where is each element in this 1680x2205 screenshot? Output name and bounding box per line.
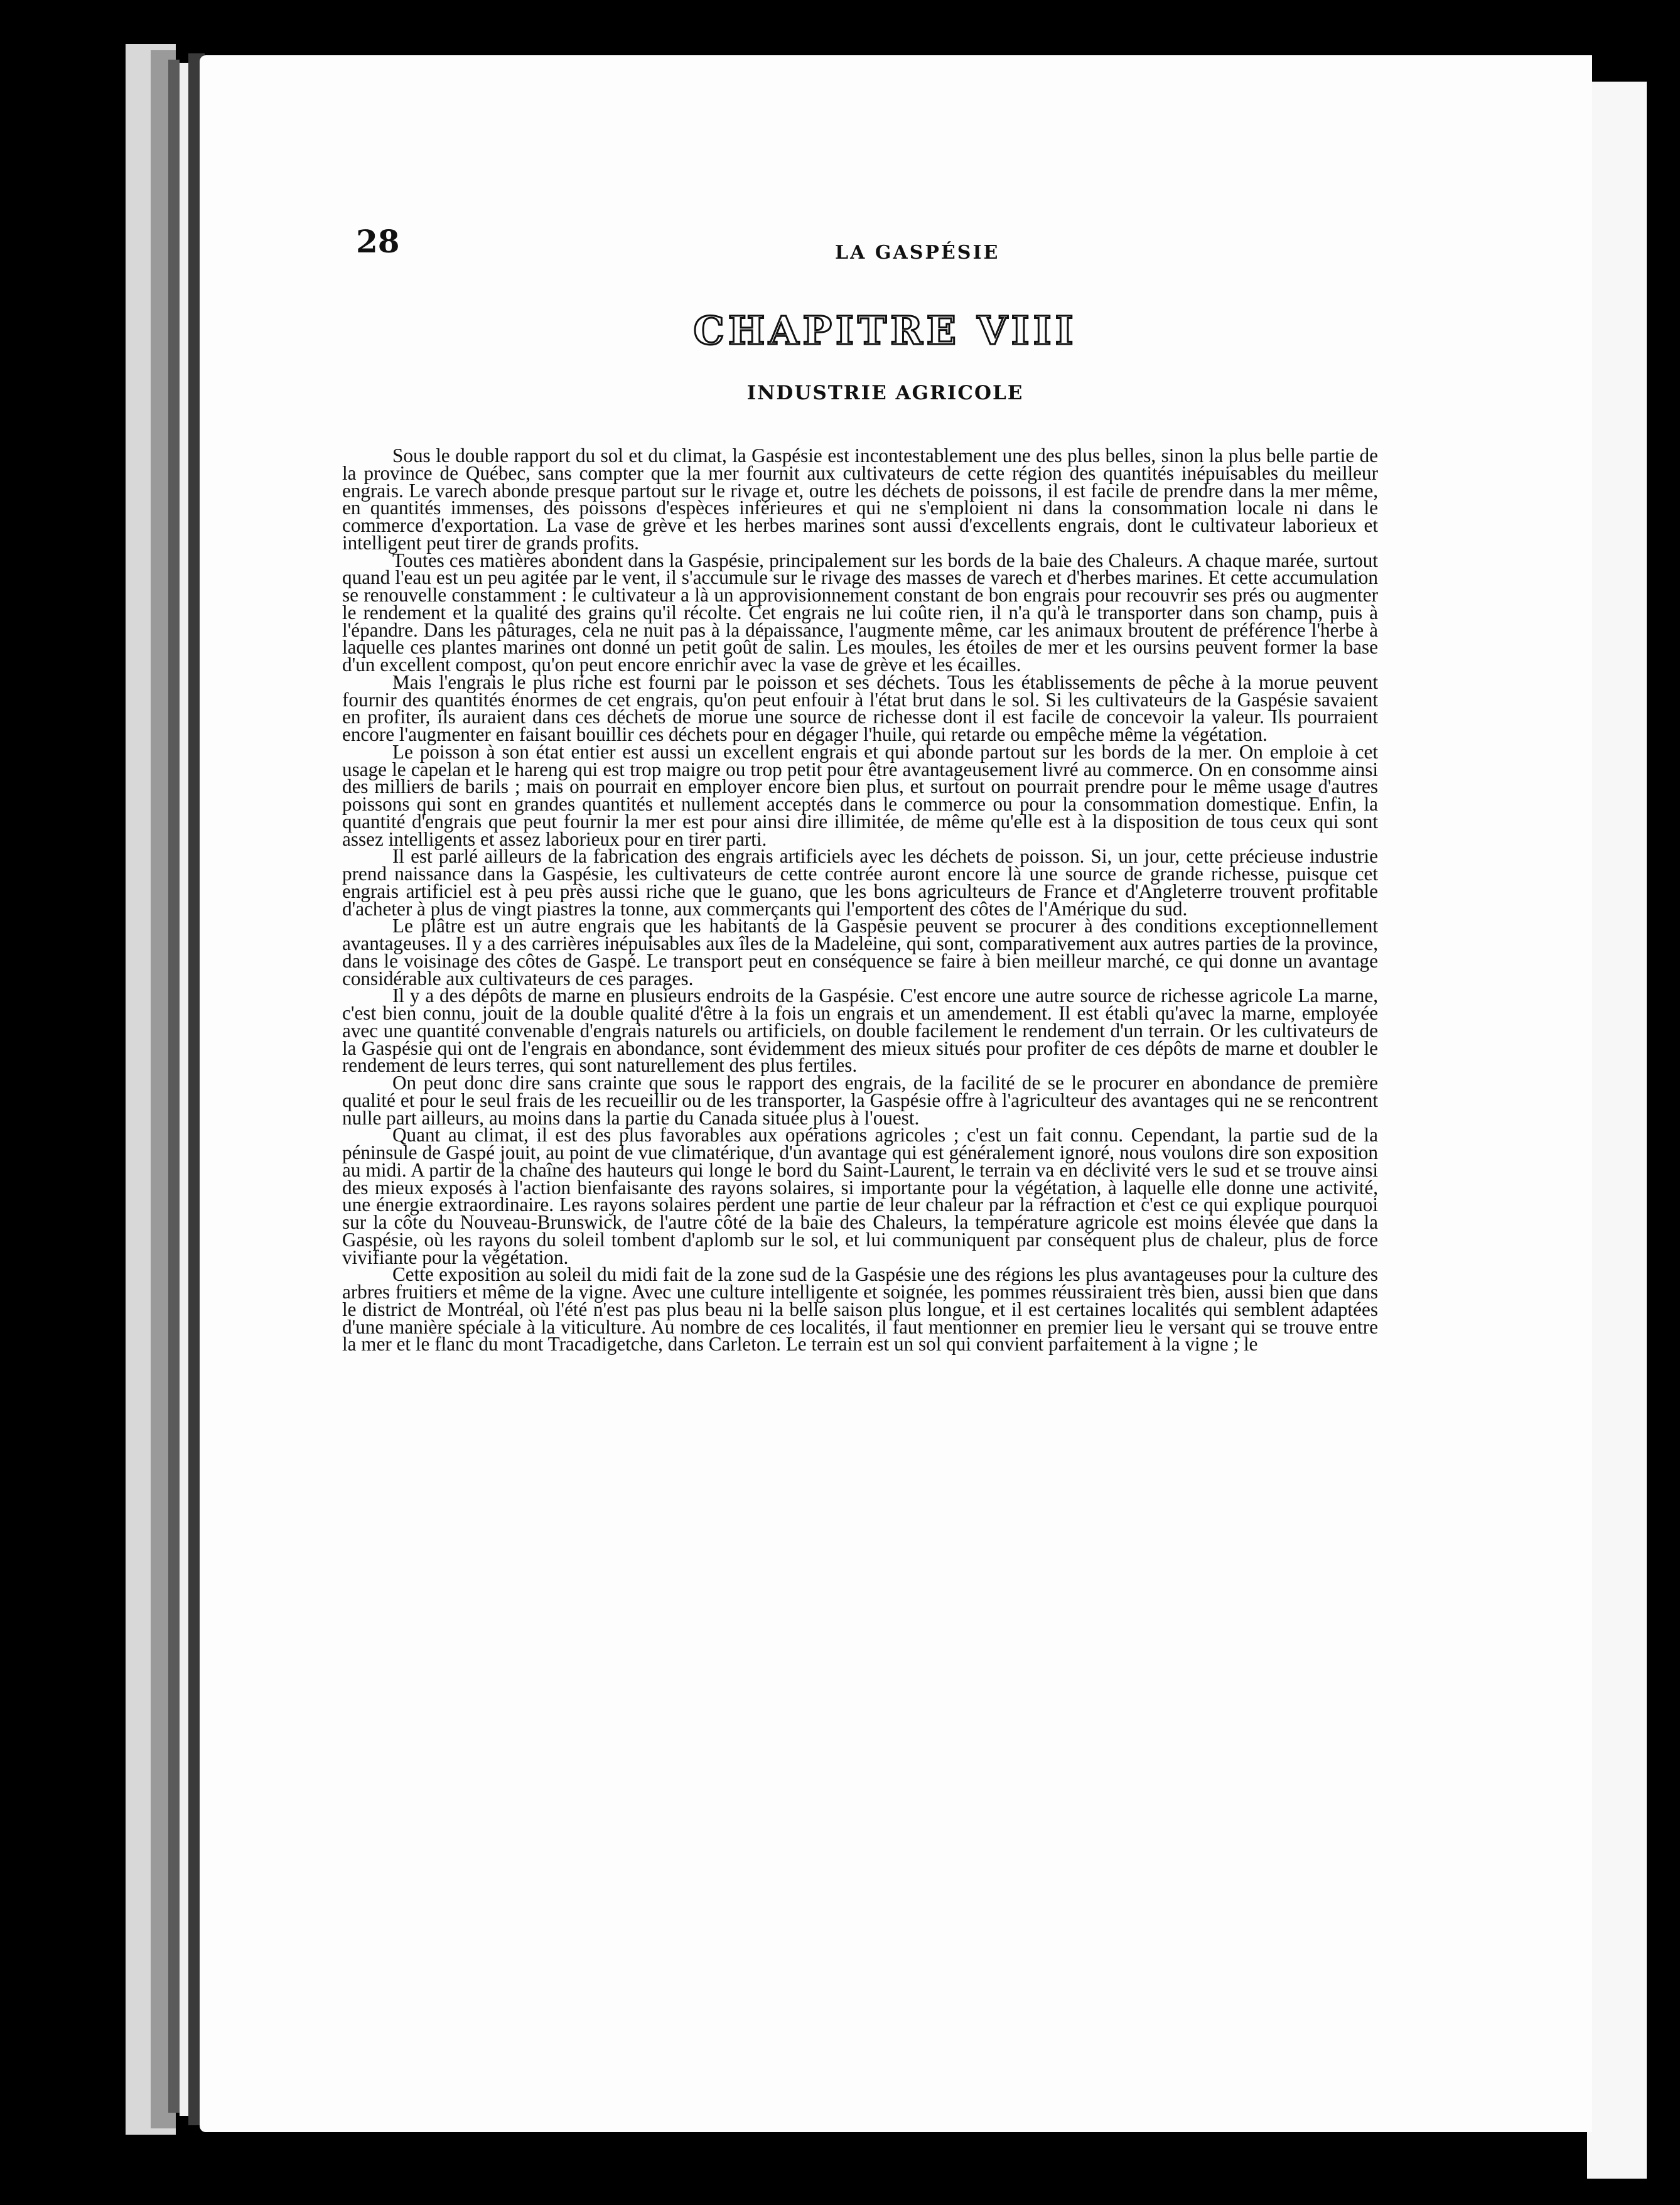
paragraph: Toutes ces matières abondent dans la Gaspésie, principalement sur les bords de la baie des Chaleurs. A chaque marée, surtout quand l'eau est un peu agitée par le vent, il s'accumule sur le rivage des masses de varech et d'herbes marines. Et cette accumulation se renouvelle constamment : le cultivateur a là un approvisionnement constant de bon engrais pour recouvrir ses prés ou augmenter le rendement et la qualité des grains qu'il récolte. Cet engrais ne lui coûte rien, il n'a qu'à le transporter dans son champ, puis à l'épandre. Dans les pâturages, cela ne nuit pas à la dépaissance, l'augmente même, car les animaux broutent de préférence l'herbe à laquelle ces plantes marines ont donné un petit goût de salin. Les moules, les étoiles de mer et les oursins peuvent former la base d'un excellent compost, qu'on peut encore enrichir avec la vase de grève et les écailles. xyxy=(342,549,1378,676)
chapter-title: CHAPITRE VIII xyxy=(693,308,1077,353)
paragraph: Il y a des dépôts de marne en plusieurs endroits de la Gaspésie. C'est encore une autre source de richesse agricole La marne, c'est bien connu, jouit de la double qualité d'être à la fois un engrais et un amendement. Il est établi qu'avec la marne, employée avec une quantité convenable d'engrais naturels ou artificiels, on double facilement le rendement d'un terrain. Or les cultivateurs de la Gaspésie qui ont de l'engrais en abondance, sont évidemment des mieux situés pour profiter de ces dépôts de marne et doubler le rendement de leurs terres, qui sont naturellement des plus fertiles. xyxy=(342,984,1378,1077)
chapter-subtitle: INDUSTRIE AGRICOLE xyxy=(746,382,1024,404)
running-title: LA GASPÉSIE xyxy=(835,242,1000,264)
paragraph: Cette exposition au soleil du midi fait de la zone sud de la Gaspésie une des régions les plus avantageuses pour la culture des arbres fruitiers et même de la vigne. Avec une culture intelligente et soignée, les pommes réussiraient très bien, aussi bien que dans le district de Montréal, où l'été n'est pas plus beau ni la belle saison plus longue, et il est certaines localités qui semblent adaptées d'une manière spéciale à la viticulture. Au nombre de ces localités, il faut mentionner en premier lieu le versant qui se trouve entre la mer et le flanc du mont Tracadigetche, dans Carleton. Le terrain est un sol qui convient parfaitement à la vigne ; le xyxy=(342,1263,1378,1356)
paragraph: Le poisson à son état entier est aussi un excellent engrais et qui abonde partout sur les bords de la mer. On emploie à cet usage le capelan et le hareng qui est trop maigre ou trop petit pour être avantageusement livré au commerce. On en consomme ainsi des milliers de barils ; mais on pourrait en employer encore bien plus, et surtout on pourrait prendre pour le même usage d'autres poissons qui sont en grandes quantités et nullement acceptés dans le commerce ou pour la consommation domestique. Enfin, la quantité d'engrais que peut fournir la mer est pour ainsi dire illimitée, de même qu'elle est à la disposition de tous ceux qui sont assez intelligents et assez laborieux pour en tirer parti. xyxy=(342,740,1378,850)
body-text xyxy=(342,445,1378,1356)
paragraph: Sous le double rapport du sol et du climat, la Gaspésie est incontestablement une des plus belles, sinon la plus belle partie de la province de Québec, sans compter que la mer fournit aux cultivateurs de cette région des quantités inépuisables du meilleur engrais. Le varech abonde presque partout sur le rivage et, outre les déchets de poissons, il est facile de prendre dans la mer même, en quantités immenses, des poissons d'espèces inférieures et qui ne s'emploient ni dans la consommation locale ni dans le commerce d'exportation. La vase de grève et les herbes marines sont aussi d'excellents engrais, dont le cultivateur laborieux et intelligent peut tirer de grands profits. xyxy=(342,445,1378,554)
page-number: 28 xyxy=(356,223,400,260)
paragraph: Il est parlé ailleurs de la fabrication des engrais artificiels avec les déchets de poisson. Si, un jour, cette précieuse industrie prend naissance dans la Gaspésie, les cultivateurs de cette contrée auront encore là une source de grande richesse, puisque cet engrais artificiel est à peu près aussi riche que le guano, que les bons agriculteurs de France et d'Angleterre trouvent profitable d'acheter à plus de vingt piastres la tonne, aux commerçants qui l'emportent des côtes de l'Amérique du sud. xyxy=(342,845,1378,920)
paragraph: Le plâtre est un autre engrais que les habitants de la Gaspésie peuvent se procurer à des conditions exceptionnellement avantageuses. Il y a des carrières inépuisables aux îles de la Madeleine, qui sont, comparativement aux autres parties de la province, dans le voisinage des côtes de Gaspé. Le transport peut en conséquence se faire à bien meilleur marché, ce qui donne un avantage considérable aux cultivateurs de ces parages. xyxy=(342,915,1378,989)
paragraph: Quant au climat, il est des plus favorables aux opérations agricoles ; c'est un fait connu. Cependant, la partie sud de la péninsule de Gaspé jouit, au point de vue climatérique, d'un avantage qui est généralement ignoré, nous voulons dire son exposition au midi. A partir de la chaîne des hauteurs qui longe le bord du Saint-Laurent, le terrain va en déclivité vers le sud et se trouve ainsi des mieux exposés à l'action bienfaisante des rayons solaires, si importante pour la végétation, à laquelle elle donne une activité, une énergie extraordinaire. Les rayons solaires perdent une partie de leur chaleur par la réfraction et c'est ce qui explique pourquoi sur la côte du Nouveau-Brunswick, de l'autre côté de la baie des Chaleurs, la température agricole est moins élevée que dans la Gaspésie, où les rayons du soleil tombent d'aplomb sur le sol, et lui communiquent par conséquent plus de chaleur, plus de force vivifiante pour la végétation. xyxy=(342,1124,1378,1268)
next-page-edge xyxy=(1587,82,1647,2179)
paragraph: On peut donc dire sans crainte que sous le rapport des engrais, de la facilité de se le procurer en abondance de première qualité et pour le seul frais de les recueillir ou de les transporter, la Gaspésie offre à l'agriculteur des avantages qui ne se rencontrent nulle part ailleurs, au moins dans la partie du Canada située plus à l'ouest. xyxy=(342,1072,1378,1129)
book-edge-dark xyxy=(168,60,180,2113)
paragraph: Mais l'engrais le plus riche est fourni par le poisson et ses déchets. Tous les établissements de pêche à la morue peuvent fournir des quantités énormes de cet engrais, qu'on peut enfouir à l'état brut dans le sol. Si les cultivateurs de la Gaspésie savaient en profiter, ils auraient dans ces déchets de morue une source de richesse dont il est facile de concevoir la valeur. Ils pourraient encore l'augmenter en faisant bouillir ces déchets pour en dégager l'huile, qui retarde ou empêche même la végétation. xyxy=(342,671,1378,745)
